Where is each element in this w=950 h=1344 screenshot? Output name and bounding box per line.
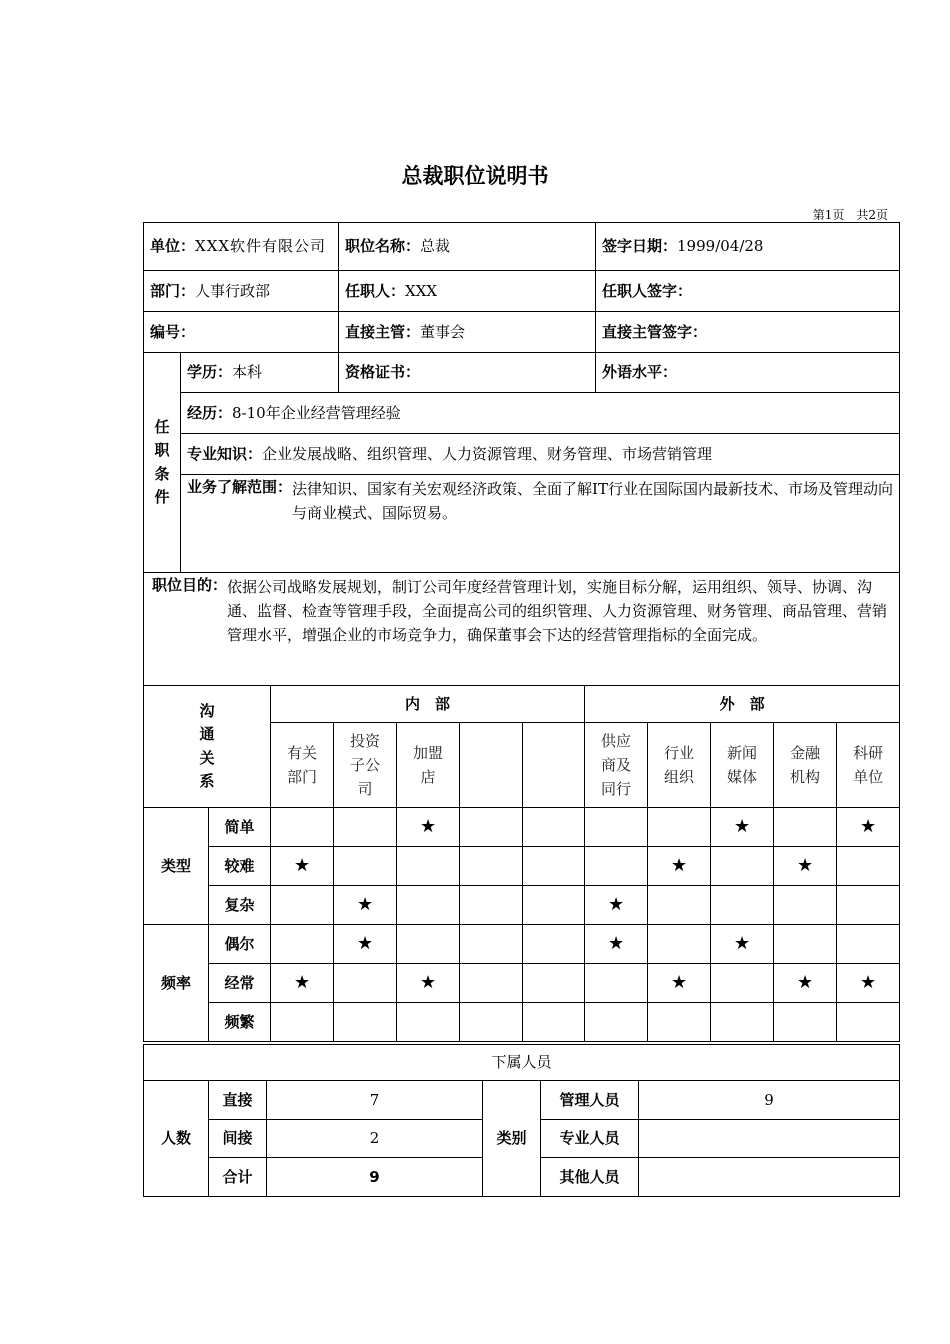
total-value: 9 <box>267 1158 483 1197</box>
star-mark: ★ <box>271 847 334 886</box>
dept-cell <box>144 271 339 312</box>
purpose-cell <box>144 573 900 686</box>
external-header: 外 部 <box>585 686 900 723</box>
star-mark: ★ <box>334 925 397 964</box>
comm-column-header: 投资子公司 <box>334 723 397 808</box>
supervisor-label: 直接主管： <box>345 322 421 341</box>
comm-row-label: 偶尔 <box>209 925 271 964</box>
code-label: 编号： <box>150 322 196 341</box>
dept-label: 部门： <box>150 281 196 300</box>
experience-label: 经历： <box>187 403 233 422</box>
empty-mark-cell <box>397 1003 460 1042</box>
comm-row-label: 简单 <box>209 808 271 847</box>
empty-mark-cell <box>711 847 774 886</box>
empty-mark-cell <box>460 847 523 886</box>
supervisor-value: 董事会 <box>420 322 466 341</box>
empty-mark-cell <box>460 1003 523 1042</box>
language-label: 外语水平： <box>602 363 678 382</box>
communication-table <box>143 685 900 1042</box>
empty-mark-cell <box>774 808 837 847</box>
empty-mark-cell <box>585 1003 648 1042</box>
manager-label: 管理人员 <box>541 1081 639 1120</box>
comm-row-label: 频繁 <box>209 1003 271 1042</box>
empty-mark-cell <box>334 808 397 847</box>
empty-mark-cell <box>837 1003 900 1042</box>
star-mark: ★ <box>334 886 397 925</box>
empty-mark-cell <box>523 964 585 1003</box>
star-mark: ★ <box>837 808 900 847</box>
comm-column-header: 金融机构 <box>774 723 837 808</box>
knowledge-value: 企业发展战略、组织管理、人力资源管理、财务管理、市场营销管理 <box>262 444 713 463</box>
star-mark: ★ <box>774 964 837 1003</box>
star-mark: ★ <box>711 808 774 847</box>
empty-mark-cell <box>585 964 648 1003</box>
knowledge-label: 专业知识： <box>187 444 263 463</box>
comm-column-header: 科研单位 <box>837 723 900 808</box>
communication-label: 沟通关系 <box>144 686 271 808</box>
purpose-label: 职位目的： <box>152 576 228 594</box>
empty-mark-cell <box>774 1003 837 1042</box>
comm-column-header: 供应商及同行 <box>585 723 648 808</box>
unit-value: XXX软件有限公司 <box>195 237 327 256</box>
empty-mark-cell <box>711 886 774 925</box>
empty-mark-cell <box>397 886 460 925</box>
incumbent-label: 任职人： <box>345 281 406 300</box>
empty-mark-cell <box>648 808 711 847</box>
sign-date-label: 签字日期： <box>602 237 678 256</box>
comm-row-label: 复杂 <box>209 886 271 925</box>
business-cell <box>181 475 900 573</box>
business-label: 业务了解范围： <box>187 478 293 496</box>
indirect-label: 间接 <box>209 1120 267 1158</box>
empty-mark-cell <box>837 886 900 925</box>
position-label: 职位名称： <box>345 237 421 256</box>
empty-mark-cell <box>271 925 334 964</box>
comm-column-header: 有关部门 <box>271 723 334 808</box>
incumbent-sign-label: 任职人签字： <box>602 281 693 300</box>
comm-column-header: 新闻媒体 <box>711 723 774 808</box>
empty-mark-cell <box>837 847 900 886</box>
empty-mark-cell <box>774 925 837 964</box>
comm-column-header: 行业组织 <box>648 723 711 808</box>
category-label: 类别 <box>483 1081 541 1197</box>
unit-label: 单位： <box>150 237 196 256</box>
knowledge-cell <box>181 434 900 475</box>
position-cell <box>339 223 596 271</box>
internal-header: 内 部 <box>271 686 585 723</box>
page-title: 总裁职位说明书 <box>401 164 549 188</box>
other-label: 其他人员 <box>541 1158 639 1197</box>
education-label: 学历： <box>187 363 233 382</box>
empty-mark-cell <box>460 808 523 847</box>
star-mark: ★ <box>271 964 334 1003</box>
empty-mark-cell <box>774 886 837 925</box>
supervisor-cell <box>339 312 596 353</box>
page-info: 第1页 共2页 <box>812 208 888 222</box>
empty-mark-cell <box>523 925 585 964</box>
empty-mark-cell <box>271 886 334 925</box>
empty-mark-cell <box>837 925 900 964</box>
education-value: 本科 <box>232 363 263 382</box>
star-mark: ★ <box>648 847 711 886</box>
manager-value: 9 <box>639 1081 900 1120</box>
star-mark: ★ <box>397 964 460 1003</box>
sign-date-cell <box>596 223 900 271</box>
total-label: 合计 <box>209 1158 267 1197</box>
star-mark: ★ <box>585 886 648 925</box>
incumbent-value: XXX <box>405 281 438 300</box>
comm-row-label: 经常 <box>209 964 271 1003</box>
empty-mark-cell <box>585 808 648 847</box>
professional-value <box>639 1120 900 1158</box>
other-value <box>639 1158 900 1197</box>
empty-mark-cell <box>648 886 711 925</box>
professional-label: 专业人员 <box>541 1120 639 1158</box>
empty-mark-cell <box>271 808 334 847</box>
education-cell <box>181 353 339 393</box>
experience-cell <box>181 393 900 434</box>
comm-row-label: 较难 <box>209 847 271 886</box>
incumbent-cell <box>339 271 596 312</box>
experience-value: 8-10年企业经营管理经验 <box>232 403 401 422</box>
purpose-value: 依据公司战略发展规划，制订公司年度经营管理计划，实施目标分解，运用组织、领导、协调、沟通、监督、检查等管理手段，全面提高公司的组织管理、人力资源管理、财务管理、商品管理、营销管理水平，增强企业的市场竞争力，确保董事会下达的经营管理指标的全面完成。 <box>227 578 888 644</box>
empty-mark-cell <box>648 925 711 964</box>
comm-group-label: 类型 <box>144 808 209 925</box>
empty-mark-cell <box>397 925 460 964</box>
empty-mark-cell <box>523 808 585 847</box>
comm-column-header <box>460 723 523 808</box>
direct-label: 直接 <box>209 1081 267 1120</box>
empty-mark-cell <box>585 847 648 886</box>
comm-group-label: 频率 <box>144 925 209 1042</box>
empty-mark-cell <box>711 964 774 1003</box>
empty-mark-cell <box>271 1003 334 1042</box>
position-value: 总裁 <box>420 237 451 256</box>
empty-mark-cell <box>460 964 523 1003</box>
cert-cell <box>339 353 596 393</box>
empty-mark-cell <box>460 886 523 925</box>
empty-mark-cell <box>523 1003 585 1042</box>
star-mark: ★ <box>585 925 648 964</box>
star-mark: ★ <box>397 808 460 847</box>
star-mark: ★ <box>648 964 711 1003</box>
comm-column-header: 加盟店 <box>397 723 460 808</box>
requirements-side-label: 任职条件 <box>144 353 181 573</box>
supervisor-sign-cell <box>596 312 900 353</box>
unit-cell <box>144 223 339 271</box>
code-cell <box>144 312 339 353</box>
star-mark: ★ <box>711 925 774 964</box>
indirect-value: 2 <box>267 1120 483 1158</box>
count-label: 人数 <box>144 1081 209 1197</box>
empty-mark-cell <box>460 925 523 964</box>
comm-column-header <box>523 723 585 808</box>
empty-mark-cell <box>334 1003 397 1042</box>
empty-mark-cell <box>648 1003 711 1042</box>
empty-mark-cell <box>523 847 585 886</box>
business-value: 法律知识、国家有关宏观经济政策、全面了解IT行业在国际国内最新技术、市场及管理动向与商业模式、国际贸易。 <box>292 480 893 522</box>
language-cell <box>596 353 900 393</box>
cert-label: 资格证书： <box>345 363 421 382</box>
star-mark: ★ <box>837 964 900 1003</box>
job-info-table <box>143 222 900 686</box>
sign-date-value: 1999/04/28 <box>677 237 764 256</box>
empty-mark-cell <box>334 964 397 1003</box>
supervisor-sign-label: 直接主管签字： <box>602 322 708 341</box>
empty-mark-cell <box>523 886 585 925</box>
subordinates-table <box>143 1044 900 1197</box>
empty-mark-cell <box>397 847 460 886</box>
subordinates-title: 下属人员 <box>144 1045 900 1081</box>
star-mark: ★ <box>774 847 837 886</box>
incumbent-sign-cell <box>596 271 900 312</box>
empty-mark-cell <box>334 847 397 886</box>
dept-value: 人事行政部 <box>195 281 271 300</box>
empty-mark-cell <box>711 1003 774 1042</box>
direct-value: 7 <box>267 1081 483 1120</box>
